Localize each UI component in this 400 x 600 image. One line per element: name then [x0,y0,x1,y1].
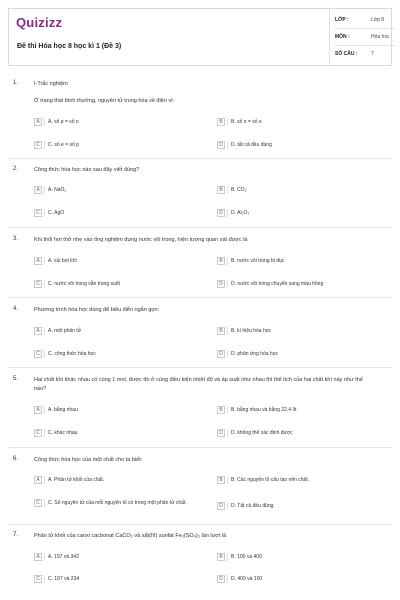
option-text: D. 400 và 100 [231,576,263,582]
option-letter: D [217,575,225,583]
option-text: A. Phân tử khối của chất. [48,477,105,483]
option-text: D. tất cả đều đúng [231,142,272,148]
option-letter: A [34,327,42,335]
option-text: A. NaO₂ [48,187,67,193]
option-letter: D [217,209,225,217]
meta-value: Lớp 8 [371,17,385,23]
option-text: A. 197 và 342 [48,554,79,560]
quizizz-logo: Quizizz [16,15,63,30]
option-text: C. công thức hóa học [48,351,96,357]
option-text: B. bằng nhau và bằng 22,4 lít [231,407,297,413]
question-number: 3. [13,236,19,242]
option-text: D. nước vôi trong chuyển sang màu hồng [231,281,324,287]
option-text: C. khác nhau [48,430,78,436]
option-text: B. số n = số e [231,119,262,125]
option-letter: C [34,141,42,149]
option-text: C. AgO [48,210,65,216]
option-letter: A [34,406,42,414]
option-letter: C [34,209,42,217]
question-number: 7. [13,532,19,538]
question-divider [8,297,392,298]
option-letter: D [217,141,225,149]
option-letter: B [217,257,225,265]
option-letter: C [34,499,42,507]
option-text: C. Số nguyên tử của mỗi nguyên tố có trong một phân tử chất. [48,500,187,506]
option-letter: B [217,476,225,484]
option-letter: C [34,280,42,288]
option-letter: A [34,186,42,194]
option-text: D. Al₂O₃ [231,210,250,216]
meta-label: SỐ CÂU : [335,51,358,57]
option-letter: C [34,575,42,583]
question-divider [8,227,392,228]
question-number: 6. [13,456,19,462]
question-text: Công thức hóa học nào sau đây viết đúng? [34,167,140,173]
option-text: B. 100 và 400 [231,554,262,560]
option-letter: A [34,118,42,126]
meta-label: MÔN : [335,34,350,40]
option-text: A. bằng nhau [48,407,78,413]
option-text: A. một phân tử [48,328,82,334]
question-text: Hai chất khí khác nhau có cùng 1 mol, được đo ở cùng điều kiện nhiệt độ và áp suất như nhau thì thể tích của hai chất khí này như thế nào? [34,377,363,392]
header-divider [329,9,330,65]
option-text: B. CO₂ [231,187,247,193]
question-divider [8,524,392,525]
question-text: Khi thổi hơi thở nhẹ vào ống nghiệm đựng nước vôi trong, hiện tượng quan sát được là [34,237,248,243]
option-letter: A [34,476,42,484]
option-letter: C [34,429,42,437]
meta-row-count [335,51,395,65]
option-text: D. không thể xác định được [231,430,293,436]
option-text: C. 197 và 234 [48,576,80,582]
option-text: D. Tất cả đều đúng. [231,503,275,509]
question-text: Phương trình hóa học dùng để biểu diễn ngắn gọn: [34,307,160,313]
option-letter: B [217,327,225,335]
option-text: A. sủi bọt khí [48,258,77,264]
option-letter: B [217,553,225,561]
question-number: 4. [13,306,19,312]
question-number: 5. [13,376,19,382]
meta-row-class [335,17,395,31]
question-text: Phân tử khối của canxi cacbonat CaCO₃ và sắt(III) sunfat Fe₂(SO₄)₃ lần lượt là [34,533,227,539]
question-number: 2. [13,166,19,172]
question-text: Công thức hóa học của một chất cho ta biết: [34,457,143,463]
option-letter: D [217,502,225,510]
option-letter: D [217,280,225,288]
question-number: 1. [13,80,19,86]
worksheet-header [8,8,392,66]
option-text: B. Các nguyên tố cấu tạo nên chất. [231,477,310,483]
option-text: B. nước vôi trong bị đục [231,258,285,264]
question-section: I-Trắc nghiệm [34,81,68,87]
option-letter: D [217,429,225,437]
option-letter: A [34,553,42,561]
meta-row-subject [335,34,395,48]
option-text: B. kí hiệu hóa học [231,328,272,334]
question-divider [8,367,392,368]
option-letter: A [34,257,42,265]
meta-value: 7 [371,51,374,57]
meta-value: Hóa học [371,34,390,40]
option-letter: D [217,350,225,358]
meta-label: LỚP : [335,17,349,23]
option-text: C. nước vôi trong vẫn trong suốt [48,281,120,287]
option-letter: B [217,186,225,194]
option-text: C. số e = số p [48,142,79,148]
question-divider [8,447,392,448]
option-letter: B [217,118,225,126]
option-letter: C [34,350,42,358]
question-divider [8,158,392,159]
option-text: A. số p = số n [48,119,79,125]
worksheet-title: Đề thi Hóa học 8 học kì 1 (Đề 3) [17,43,122,50]
option-text: D. phản ứng hóa học [231,351,278,357]
question-text: Ở trạng thái bình thường, nguyên tử trung hòa về điện vì: [34,98,175,104]
option-letter: B [217,406,225,414]
